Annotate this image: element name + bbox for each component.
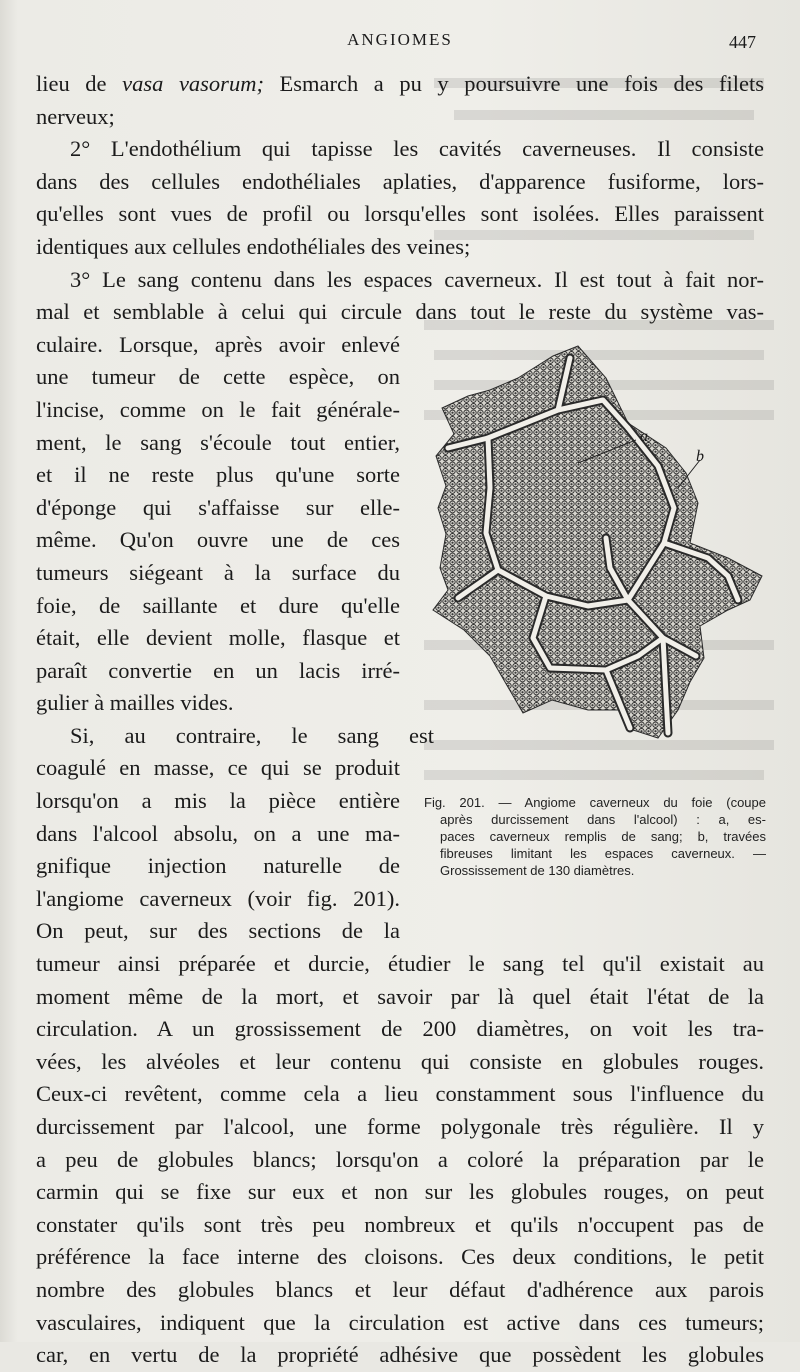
text-line: constater qu'ils sont très peu nombreux et qu'ils n'occupent pas de	[36, 1211, 764, 1237]
text-line: Si, au contraire, le sang est	[70, 722, 434, 748]
text-line: foie, de saillante et dure qu'elle	[36, 592, 400, 618]
figure-caption	[424, 794, 766, 879]
italic-term: vasa vasorum;	[122, 71, 264, 96]
text-line: dans l'alcool absolu, on a une ma-	[36, 820, 400, 846]
text-line: l'angiome caverneux (voir fig. 201).	[36, 885, 400, 911]
text-line: coagulé en masse, ce qui se produit	[36, 755, 400, 781]
figure-label-b: b	[696, 448, 704, 465]
text-line: une tumeur de cette espèce, on	[36, 364, 400, 390]
caption-line: après durcissement dans l'alcool) : a, es-	[440, 812, 766, 827]
caption-line: paces caverneux remplis de sang; b, travées	[440, 829, 766, 844]
running-title: ANGIOMES	[347, 30, 453, 49]
text-line: même. Qu'on ouvre une de ces	[36, 527, 400, 553]
text-line: nombre des globules blancs et leur défaut d'adhérence aux parois	[36, 1276, 764, 1302]
figure-label-a: a	[640, 428, 648, 445]
angiome-engraving	[428, 338, 768, 758]
text-line: était, elle devient molle, flasque et	[36, 625, 400, 651]
text-line: vées, les alvéoles et leur contenu qui consiste en globules rouges.	[36, 1048, 764, 1074]
text-line: d'éponge qui s'affaisse sur elle-	[36, 494, 400, 520]
text-line: identiques aux cellules endothéliales des veines;	[36, 233, 471, 259]
text-line: qu'elles sont vues de profil ou lorsqu'elles sont isolées. Elles paraissent	[36, 201, 764, 227]
caption-line: fibreuses limitant les espaces caverneux. —	[440, 846, 766, 861]
text-line: gulier à mailles vides.	[36, 690, 234, 716]
text-line: moment même de la mort, et savoir par là quel était l'état de la	[36, 983, 764, 1009]
text-line: car, en vertu de la propriété adhésive que possèdent les globules	[36, 1342, 764, 1368]
text-line: gnifique injection naturelle de	[36, 853, 400, 879]
text-line: circulation. A un grossissement de 200 diamètres, on voit les tra-	[36, 1016, 764, 1042]
text-line: tumeurs siégeant à la surface du	[36, 559, 400, 585]
text-line: l'incise, comme on le fait générale-	[36, 396, 400, 422]
text-line: et il ne reste plus qu'une sorte	[36, 462, 400, 488]
running-header	[0, 28, 800, 54]
text-line-1	[36, 68, 764, 101]
text-line: 2° L'endothélium qui tapisse les cavités caverneuses. Il consiste	[70, 136, 764, 162]
text-line: ment, le sang s'écoule tout entier,	[36, 429, 400, 455]
text-line: mal et semblable à celui qui circule dans tout le reste du système vas-	[36, 299, 764, 325]
text-line: vasculaires, indiquent que la circulation est active dans ces tumeurs;	[36, 1309, 764, 1335]
page-number: 447	[729, 32, 756, 52]
text-line: carmin qui se fixe sur eux et non sur les globules rouges, on peut	[36, 1179, 764, 1205]
text-line: paraît convertie en un lacis irré-	[36, 657, 400, 683]
caption-line: Fig. 201. — Angiome caverneux du foie (coupe	[424, 795, 766, 810]
text-line: Ceux-ci revêtent, comme cela a lieu constamment sous l'influence du	[36, 1081, 764, 1107]
text-line-1-content: lieu de vasa vasorum; Esmarch a pu y poursuivre une fois des filets	[36, 71, 764, 96]
text-line: nerveux;	[36, 103, 115, 129]
text-line: culaire. Lorsque, après avoir enlevé	[36, 331, 400, 357]
text-line: tumeur ainsi préparée et durcie, étudier le sang tel qu'il existait au	[36, 951, 764, 977]
text-line: lorsqu'on a mis la pièce entière	[36, 788, 400, 814]
text-line: dans des cellules endothéliales aplaties, d'apparence fusiforme, lors-	[36, 168, 764, 194]
figure-angiome-illustration	[428, 338, 768, 758]
text-line: 3° Le sang contenu dans les espaces caverneux. Il est tout à fait nor-	[70, 266, 764, 292]
text-line: durcissement par l'alcool, une forme polygonale très régulière. Il y	[36, 1114, 764, 1139]
text-line: préférence la face interne des cloisons. Ces deux conditions, le petit	[36, 1244, 764, 1270]
text-line: a peu de globules blancs; lorsqu'on a coloré la préparation par le	[36, 1146, 764, 1172]
text-line: On peut, sur des sections de la	[36, 918, 400, 944]
caption-line: Grossissement de 130 diamètres.	[440, 863, 635, 878]
